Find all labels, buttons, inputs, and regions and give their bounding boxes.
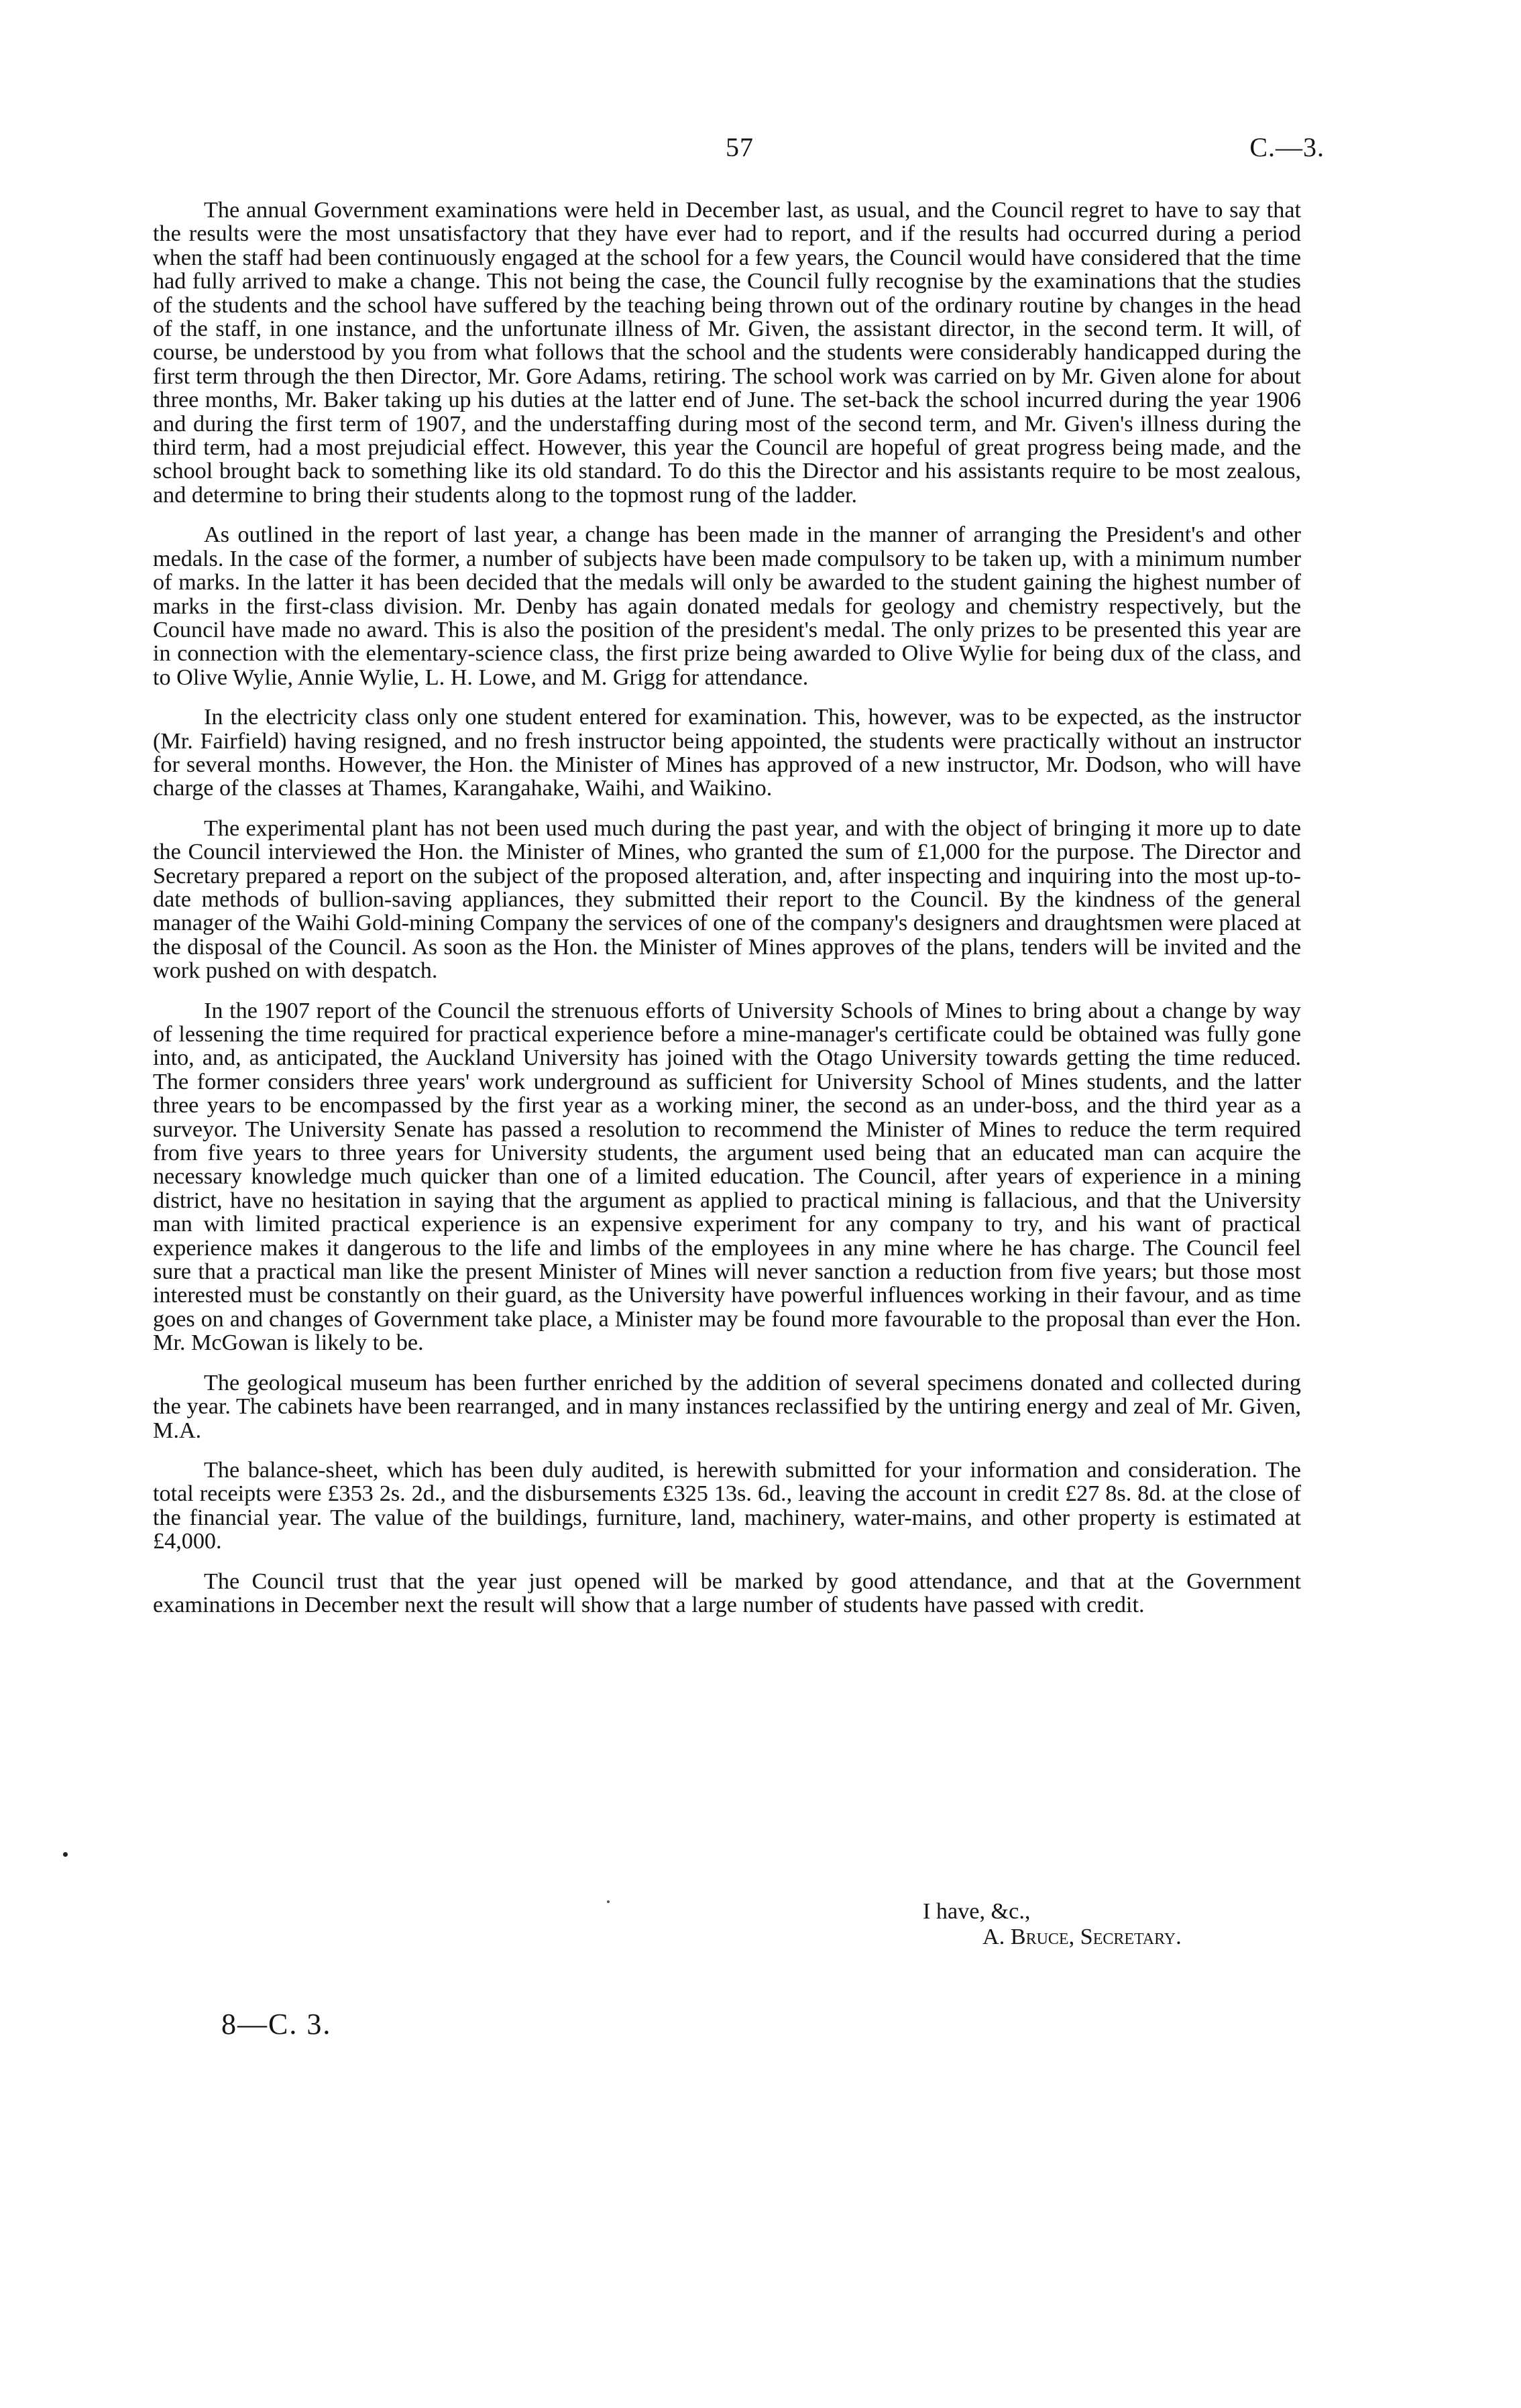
scan-speck xyxy=(607,1900,610,1903)
paragraph-medals: As outlined in the report of last year, a change has been made in the manner of arranging the President's and other medals. In the case of the former, a number of subjects have been made compulsory to be taken up, with a minimum number of marks. In the latter it has been decided that the medals will only be awarded to the student gaining the highest number of marks in the first-class division. Mr. Denby has again donated medals for geology and chemistry respectively, but the Council have made no award. This is also the position of the president's medal. The only prizes to be presented this year are in connection with the elementary-science class, the first prize being awarded to Olive Wylie for being dux of the class, and to Olive Wylie, Annie Wylie, L. H. Lowe, and M. Grigg for attendance. xyxy=(153,522,1301,690)
signoff xyxy=(153,1900,1301,1960)
paragraph-closing: The Council trust that the year just opened will be marked by good attendance, and that at the Government examinations in December next the result will show that a large number of students have passed with credit. xyxy=(153,1568,1301,1617)
paragraph-examinations: The annual Government examinations were held in December last, as usual, and the Council regret to have to say that the results were the most unsatisfactory that they have ever had to report, and if the results had occurred during a period when the staff had been continuously engaged at the school for a few years, the Council would have considered that the time had fully arrived to make a change. This not being the case, the Council fully recognise by the examinations that the studies of the students and the school have suffered by the teaching being thrown out of the ordinary routine by changes in the head of the staff, in one instance, and the unfortunate illness of Mr. Given, the assistant director, in the second term. It will, of course, be understood by you from what follows that the school and the students were considerably handicapped during the first term through the then Director, Mr. Gore Adams, retiring. The school work was carried on by Mr. Given alone for about three months, Mr. Baker taking up his duties at the latter end of June. The set-back the school incurred during the year 1906 and during the first term of 1907, and the understaffing during most of the second term, and Mr. Given's illness during the third term, had a most prejudicial effect. However, this year the Council are hopeful of great progress being made, and the school brought back to something like its old standard. To do this the Director and his assistants require to be most zealous, and determine to bring their students along to the topmost rung of the ladder. xyxy=(153,198,1301,508)
paragraph-balance-sheet: The balance-sheet, which has been duly audited, is herewith submitted for your information and consideration. The total receipts were £353 2s. 2d., and the disbursements £325 13s. 6d., leaving the account in credit £27 8s. 8d. at the close of the financial year. The value of the buildings, furniture, land, machinery, water-mains, and other property is estimated at £4,000. xyxy=(153,1457,1301,1554)
sheet-mark: 8—C. 3. xyxy=(221,2008,332,2041)
signatory: A. Bruce, Secretary. xyxy=(982,1925,1182,1949)
scan-speck xyxy=(63,1852,68,1857)
report-body xyxy=(153,198,1301,1633)
document-reference: C.—3. xyxy=(1249,132,1325,162)
paragraph-geological-museum: The geological museum has been further enriched by the addition of several specimens donated and collected during the year. The cabinets have been rearranged, and in many instances reclassified by the untiring energy and zeal of Mr. Given, M.A. xyxy=(153,1370,1301,1443)
paragraph-experimental-plant: The experimental plant has not been used much during the past year, and with the object of bringing it more up to date the Council interviewed the Hon. the Minister of Mines, who granted the sum of £1,000 for the purpose. The Director and Secretary prepared a report on the subject of the proposed alteration, and, after inspecting and inquiring into the most up-to-date methods of bullion-saving appliances, they submitted their report to the Council. By the kindness of the general manager of the Waihi Gold-mining Company the services of one of the company's designers and draughtsmen were placed at the disposal of the Council. As soon as the Hon. the Minister of Mines approves of the plans, tenders will be invited and the work pushed on with despatch. xyxy=(153,815,1301,984)
paragraph-electricity-class: In the electricity class only one student entered for examination. This, however, was to be expected, as the instructor (Mr. Fairfield) having resigned, and no fresh instructor being appointed, the students were practically without an instructor for several months. However, the Hon. the Minister of Mines has approved of a new instructor, Mr. Dodson, who will have charge of the classes at Thames, Karangahake, Waihi, and Waikino. xyxy=(153,705,1301,801)
salutation: I have, &c., xyxy=(923,1899,1031,1924)
page-number: 57 xyxy=(726,132,754,162)
paragraph-university-schools: In the 1907 report of the Council the strenuous efforts of University Schools of Mines to bring about a change by way of lessening the time required for practical experience before a mine-manager's certificate could be obtained was fully gone into, and, as anticipated, the Auckland University has joined with the Otago University towards getting the time reduced. The former considers three years' work underground as sufficient for University School of Mines students, and the latter three years to be encompassed by the first year as a working miner, the second as an under-boss, and the third year as a surveyor. The University Senate has passed a resolution to recommend the Minister of Mines to reduce the term required from five years to three years for University students, the argument used being that an educated man can acquire the necessary knowledge much quicker than one of a limited education. The Council, after years of experience in a mining district, have no hesitation in saying that the argument as applied to practical mining is fallacious, and that the University man with limited practical experience is an expensive experiment for any company to try, and his want of practical experience makes it dangerous to the life and limbs of the employees in any mine where he has charge. The Council feel sure that a practical man like the present Minister of Mines will never sanction a reduction from five years; but those most interested must be constantly on their guard, as the University have powerful influences working in their favour, and as time goes on and changes of Government take place, a Minister may be found more favourable to the proposal than ever the Hon. Mr. McGowan is likely to be. xyxy=(153,998,1301,1356)
